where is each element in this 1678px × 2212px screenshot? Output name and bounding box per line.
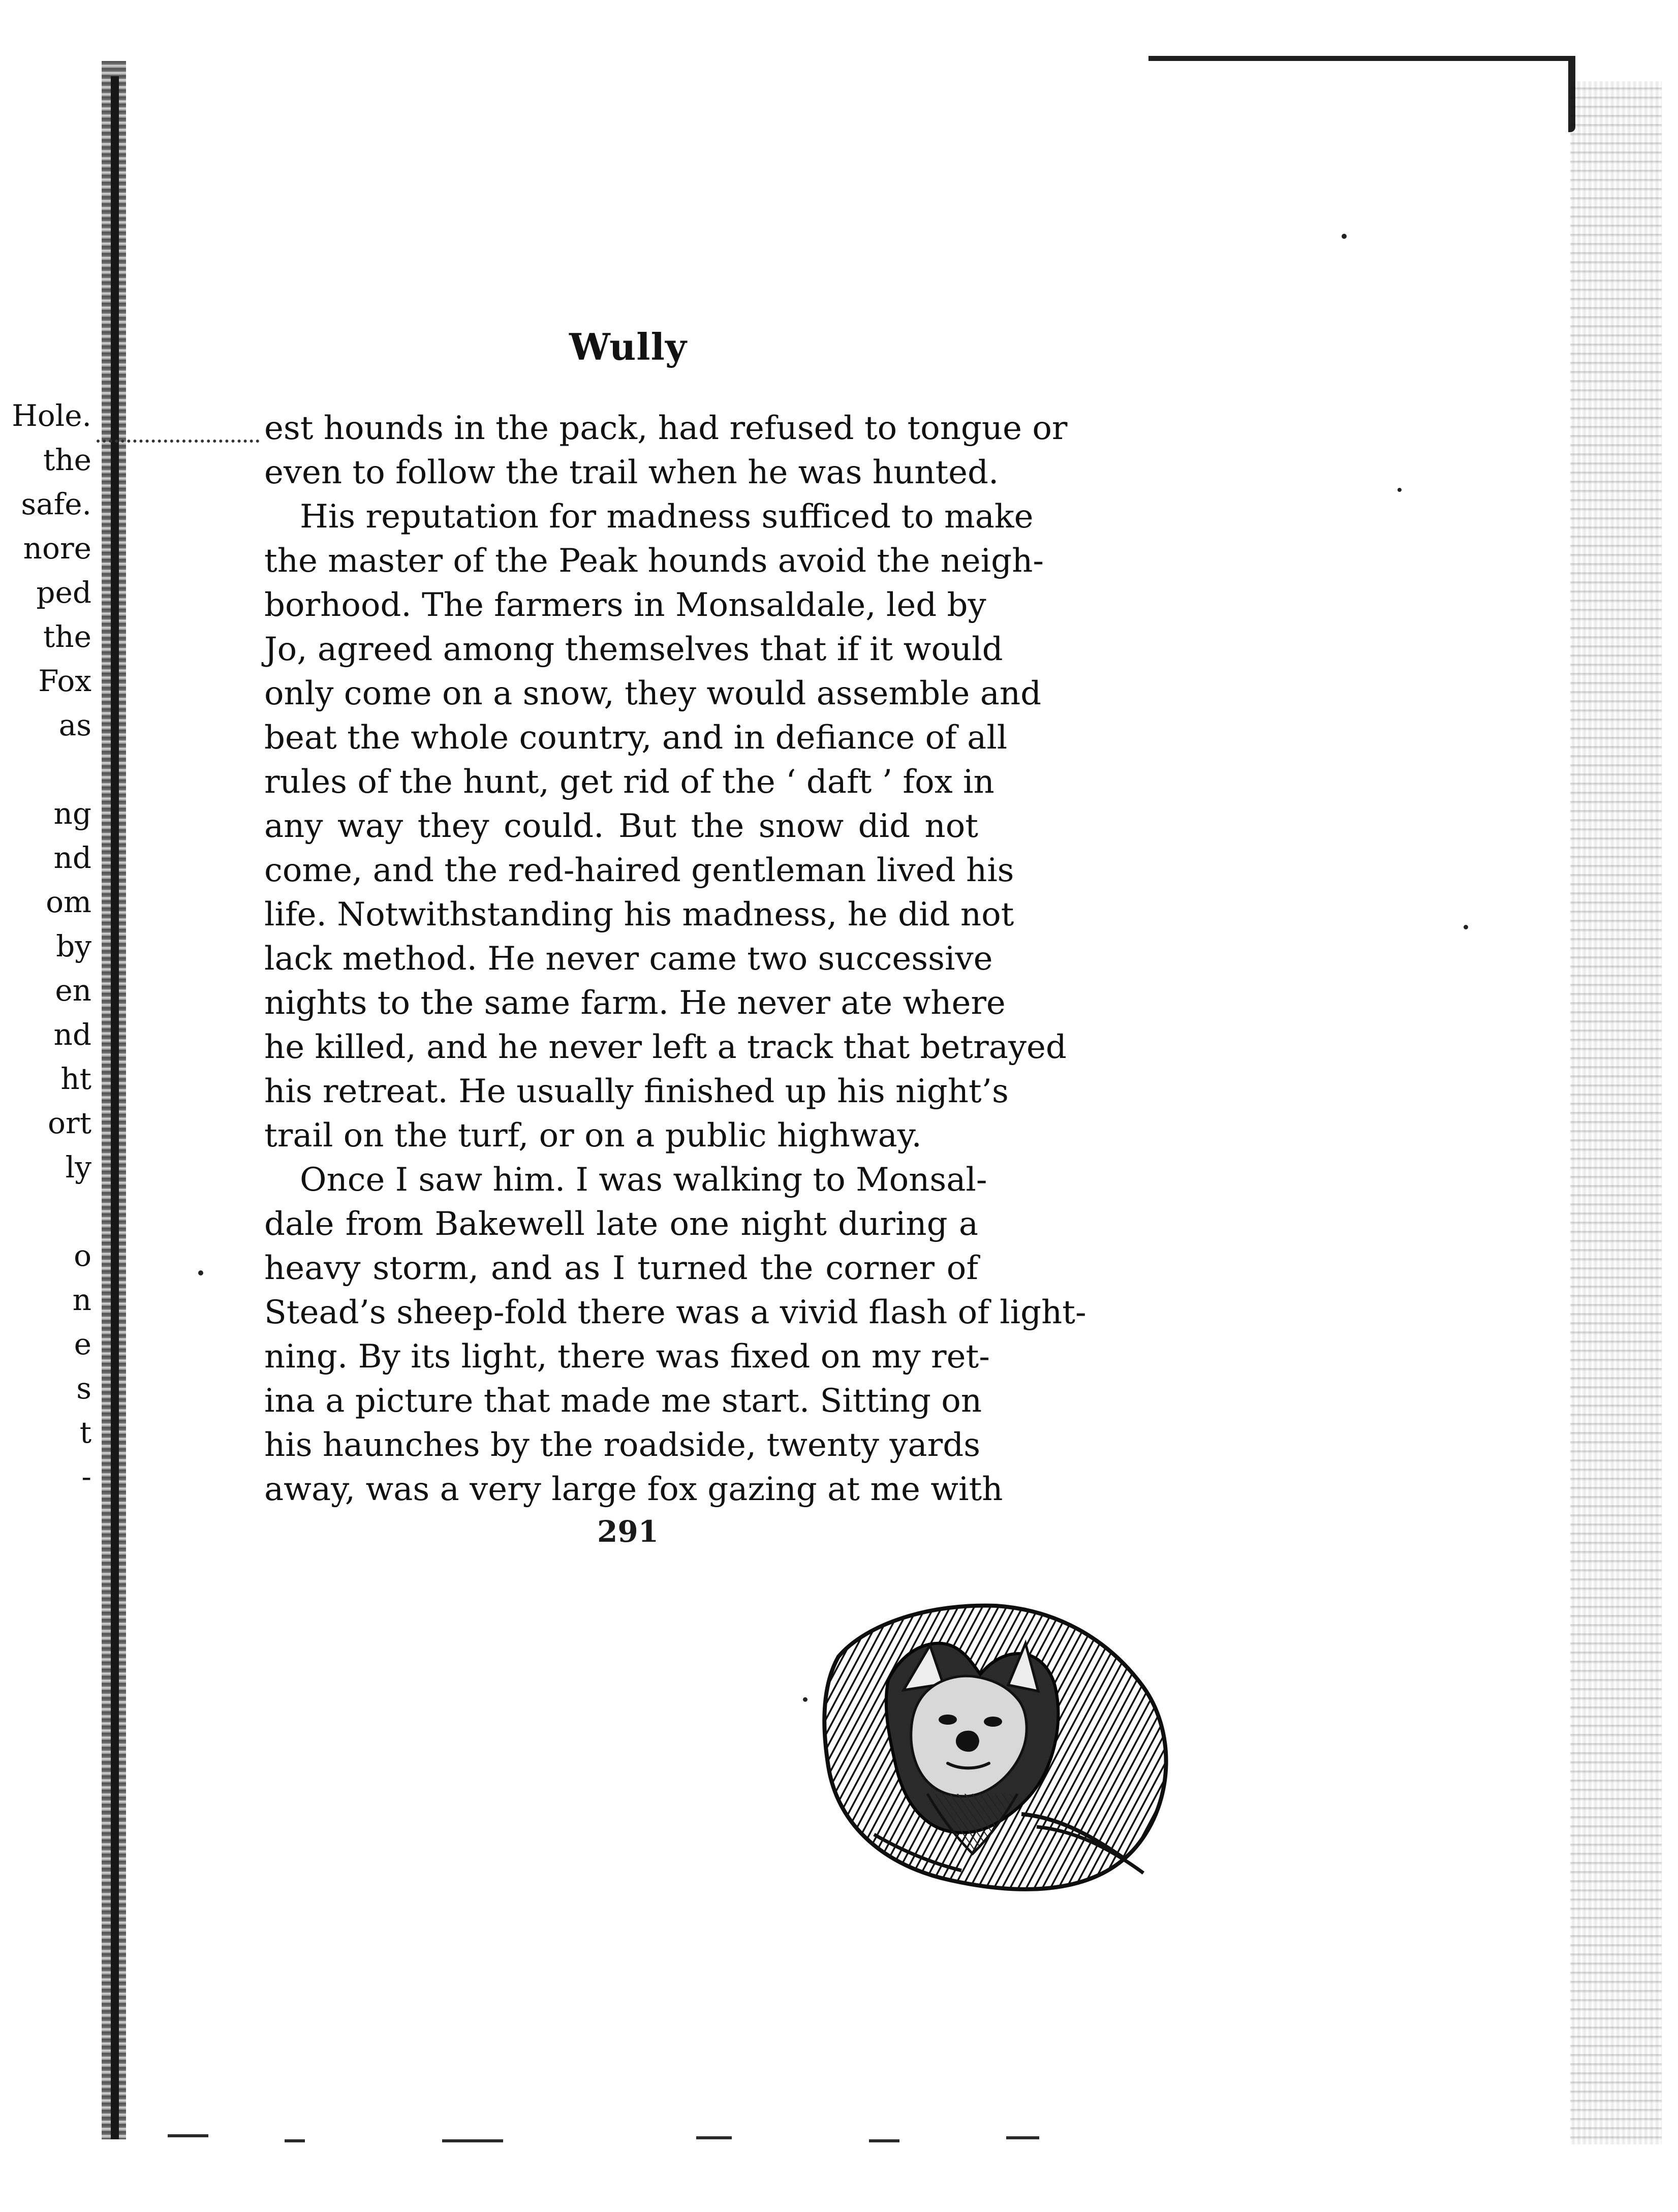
- text-line: His reputation for madness sufficed to make: [300, 498, 1034, 536]
- fragment-line: s: [76, 1371, 91, 1406]
- text-line: his haunches by the roadside, twenty yards: [264, 1426, 981, 1464]
- text-line: come, and the red-haired gentleman lived his: [264, 852, 1014, 889]
- fragment-line: Fox: [38, 664, 91, 698]
- fragment-line: the: [43, 443, 91, 477]
- fragment-line: Hole.: [12, 398, 91, 433]
- scan-line: [1006, 2136, 1039, 2139]
- previous-page-fragments: [5, 394, 91, 1499]
- text-line: only come on a snow, they would assemble and: [264, 675, 1042, 712]
- fragment-line: ort: [48, 1106, 91, 1140]
- fragment-line: n: [72, 1283, 91, 1317]
- page-number: 291: [597, 1514, 659, 1549]
- scan-line: [442, 2139, 503, 2142]
- fragment-line: en: [55, 973, 91, 1008]
- text-line: Jo, agreed among themselves that if it would: [264, 631, 1003, 668]
- text-line: Once I saw him. I was walking to Monsal-: [300, 1161, 987, 1199]
- text-line: trail on the turf, or on a public highway.: [264, 1117, 922, 1155]
- fox-sketch-icon: [818, 1596, 1184, 1895]
- fragment-gap: [5, 1190, 91, 1234]
- scan-line: [869, 2139, 899, 2142]
- text-line: his retreat. He usually finished up his night’s: [264, 1073, 1009, 1110]
- right-page-edge-top-rule: [1148, 56, 1575, 61]
- fragment-line: ng: [53, 796, 91, 831]
- fragment-line: om: [46, 885, 91, 919]
- right-page-edge: [1570, 81, 1662, 2144]
- body-text: [264, 407, 1086, 1512]
- scan-line: [696, 2136, 732, 2139]
- text-line: borhood. The farmers in Monsaldale, led by: [264, 586, 986, 624]
- fragment-line: -: [81, 1459, 91, 1494]
- fragment-line: ht: [60, 1062, 91, 1096]
- fragment-line: e: [74, 1327, 91, 1361]
- text-line: ning. By its light, there was fixed on my ret-: [264, 1338, 990, 1376]
- text-line: he killed, and he never left a track that betrayed: [264, 1029, 1067, 1066]
- fragment-line: as: [58, 708, 91, 742]
- scan-speck: [198, 1270, 203, 1275]
- fragment-line: t: [79, 1415, 91, 1450]
- text-line: life. Notwithstanding his madness, he did not: [264, 896, 1014, 933]
- text-line: nights to the same farm. He never ate where: [264, 984, 1006, 1022]
- scan-speck: [1397, 488, 1402, 492]
- text-line: any way they could. But the snow did not: [264, 807, 978, 845]
- page-title: Wully: [569, 325, 687, 368]
- fragment-gap: [5, 747, 91, 792]
- scan-speck: [1464, 925, 1468, 929]
- text-line: lack method. He never came two successive: [264, 940, 993, 978]
- fragment-line: the: [43, 619, 91, 654]
- fragment-line: by: [56, 929, 91, 963]
- scan-speck: [803, 1697, 807, 1702]
- text-line: ina a picture that made me start. Sitting on: [264, 1382, 982, 1420]
- text-line: rules of the hunt, get rid of the ‘ daft ’ fox in: [264, 763, 995, 801]
- dotted-leader: [97, 440, 259, 443]
- text-line: Stead’s sheep-fold there was a vivid flash of light-: [264, 1294, 1086, 1331]
- text-line: est hounds in the pack, had refused to tongue or: [264, 410, 1068, 447]
- text-line: heavy storm, and as I turned the corner of: [264, 1250, 978, 1287]
- fragment-line: nd: [53, 1017, 91, 1052]
- fragment-line: o: [74, 1238, 91, 1273]
- text-line: dale from Bakewell late one night during a: [264, 1205, 978, 1243]
- text-line: away, was a very large fox gazing at me with: [264, 1471, 1003, 1508]
- fragment-line: nd: [53, 840, 91, 875]
- scan-line: [285, 2139, 305, 2142]
- text-line: the master of the Peak hounds avoid the neigh-: [264, 542, 1044, 580]
- text-line: even to follow the trail when he was hunted.: [264, 454, 999, 491]
- scan-speck: [1342, 234, 1347, 239]
- binding-line: [111, 76, 119, 2139]
- fragment-line: ped: [36, 575, 91, 610]
- fragment-line: ly: [65, 1150, 91, 1185]
- text-line: beat the whole country, and in defiance of all: [264, 719, 1008, 757]
- scan-line: [168, 2134, 208, 2137]
- fragment-line: safe.: [21, 487, 91, 521]
- fragment-line: nore: [23, 531, 91, 566]
